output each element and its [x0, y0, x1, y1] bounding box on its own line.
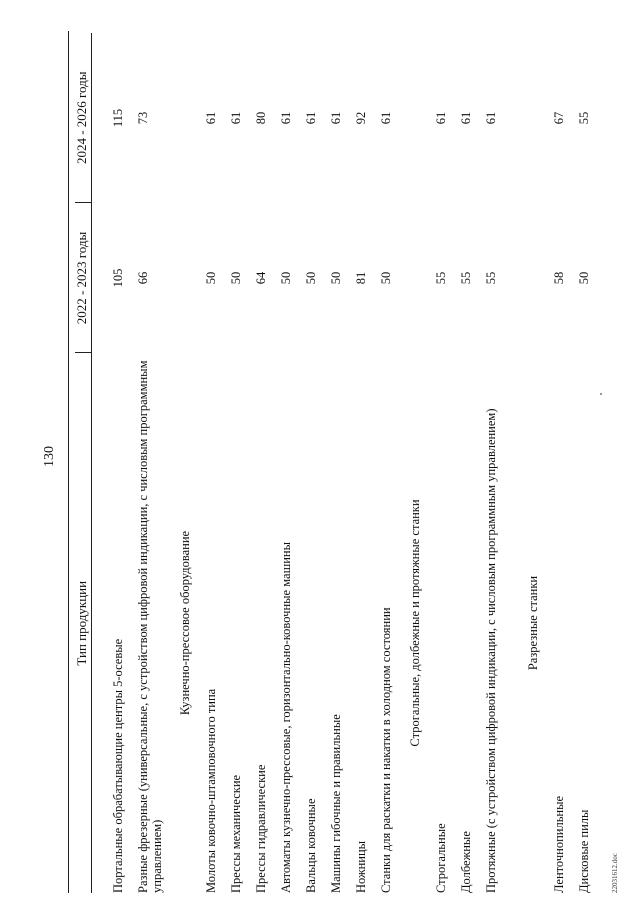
- row-value-1: 55: [459, 271, 474, 285]
- row-value-2: 61: [204, 111, 219, 125]
- row-name: Разные фрезерные (универсальные, с устройством цифровой индикации, с числовым программным управлением): [136, 360, 165, 893]
- row-value-1: 50: [304, 271, 319, 285]
- row-name: Автоматы кузнечно-прессовые, горизонтально-ковочные машины: [279, 542, 294, 893]
- row-name: Ножницы: [354, 840, 369, 893]
- table-row: [230, 33, 255, 893]
- row-value-1: 64: [254, 271, 269, 285]
- table-row: [137, 33, 175, 893]
- row-value-1: 50: [379, 271, 394, 285]
- row-value-1: 105: [111, 268, 126, 288]
- row-value-2: 61: [484, 111, 499, 125]
- row-value-2: 61: [379, 111, 394, 125]
- section-heading-planing: Строгальные, долбежные и протяжные станки: [408, 499, 423, 747]
- row-value-2: 92: [354, 111, 369, 125]
- row-name: Молоты ковочно-штамповочного типа: [204, 688, 219, 893]
- row-name: Станки для раскатки и накатки в холодном состоянии: [379, 607, 394, 893]
- row-value-1: 50: [577, 271, 592, 285]
- section-heading-row: [405, 33, 435, 893]
- row-value-1: 81: [354, 271, 369, 285]
- header-period-1: 2022 - 2023 годы: [75, 203, 92, 353]
- row-name: Долбежные: [459, 831, 474, 893]
- row-name: Дисковые пилы: [577, 809, 592, 893]
- row-value-2: 55: [577, 111, 592, 125]
- section-heading-forge: Кузнечно-прессовое оборудование: [178, 530, 193, 716]
- table-header-row: [75, 33, 92, 893]
- row-name: Протяжные (с устройством цифровой индикации, с числовым программным управлением): [484, 408, 499, 893]
- row-value-1: 50: [229, 271, 244, 285]
- table-row: [112, 33, 137, 893]
- scan-dot: [600, 393, 602, 395]
- row-name: Портальные обрабатывающие центры 5-осевые: [111, 638, 126, 893]
- row-name: Прессы гидравлические: [254, 764, 269, 893]
- table-row: [305, 33, 330, 893]
- section-heading-row: [523, 33, 553, 893]
- row-value-2: 61: [329, 111, 344, 125]
- spacer-row: [92, 33, 113, 893]
- row-value-1: 66: [136, 271, 151, 285]
- table-row: [553, 33, 578, 893]
- table-row: [485, 33, 523, 893]
- row-value-2: 80: [254, 111, 269, 125]
- section-heading-row: [175, 33, 205, 893]
- table-row: [280, 33, 305, 893]
- row-value-2: 67: [552, 111, 567, 125]
- row-value-1: 50: [329, 271, 344, 285]
- header-period-2: 2024 - 2026 годы: [75, 33, 92, 203]
- row-name: Машины гибочные и правильные: [329, 714, 344, 893]
- row-value-2: 61: [304, 111, 319, 125]
- table-row: [205, 33, 230, 893]
- table-row: [380, 33, 405, 893]
- table-row: [435, 33, 460, 893]
- header-type: Тип продукции: [75, 353, 92, 893]
- row-name: Ленточнопильные: [552, 795, 567, 893]
- table-row: [330, 33, 355, 893]
- row-value-2: 73: [136, 111, 151, 125]
- row-value-2: 115: [111, 108, 126, 128]
- row-name: Вальцы ковочные: [304, 798, 319, 893]
- row-value-1: 55: [434, 271, 449, 285]
- table-row: [460, 33, 485, 893]
- row-name: Прессы механические: [229, 774, 244, 893]
- row-name: Строгальные: [434, 823, 449, 893]
- row-value-1: 50: [204, 271, 219, 285]
- table-row: [578, 33, 603, 893]
- production-table: [75, 33, 603, 893]
- table-row: [355, 33, 380, 893]
- document-code: 22031612.doc: [611, 853, 619, 893]
- row-value-1: 50: [279, 271, 294, 285]
- row-value-2: 61: [434, 111, 449, 125]
- row-value-2: 61: [279, 111, 294, 125]
- section-heading-cutting: Разрезные станки: [526, 575, 541, 671]
- row-value-1: 58: [552, 271, 567, 285]
- table-top-rule: [68, 31, 69, 893]
- row-value-1: 55: [484, 271, 499, 285]
- row-value-2: 61: [459, 111, 474, 125]
- page-number: 130: [42, 446, 57, 467]
- table-row: [255, 33, 280, 893]
- row-value-2: 61: [229, 111, 244, 125]
